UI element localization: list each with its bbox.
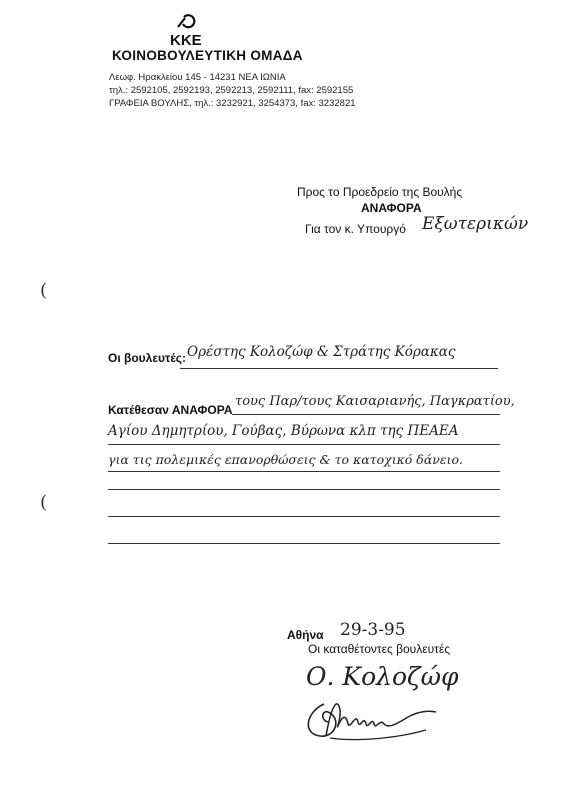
fill-line [232, 414, 500, 415]
organization-name: ΚΟΙΝΟΒΟΥΛΕΥΤΙΚΗ ΟΜΑΔΑ [112, 48, 303, 63]
submitted-line-1: τους Παρ/τους Καισαριανής, Παγκρατίου, [235, 394, 515, 409]
document-title: ΑΝΑΦΟΡΑ [361, 201, 422, 215]
fill-line [108, 444, 500, 445]
addressee-line: Προς το Προεδρείο της Βουλής [297, 185, 463, 199]
phones: τηλ.: 2592105, 2592193, 2592213, 2592111, fax: 2592155 [109, 85, 354, 96]
signature-2 [298, 690, 448, 745]
margin-mark: ( [40, 492, 48, 513]
address: Λεωφ. Ηρακλείου 145 - 14231 ΝΕΑ ΙΩΝΙΑ [109, 72, 286, 83]
fill-line [108, 471, 500, 472]
submitted-line-3: για τις πολεμικές επανορθώσεις & το κατοχικό δάνειο. [108, 452, 463, 467]
signatories-label: Οι καταθέτοντες βουλευτές [308, 642, 451, 656]
submitted-label: Κατέθεσαν ΑΝΑΦΟΡΑ [108, 403, 233, 417]
submitted-line-2: Αγίου Δημητρίου, Γούβας, Βύρωνα κλπ της ΠΕΑΕΑ [108, 423, 459, 439]
fill-line [180, 368, 498, 369]
margin-mark: ( [40, 280, 48, 301]
blank-line [108, 489, 500, 490]
signature-1: Ο. Κολοζώφ [306, 662, 459, 691]
svg-text:KKE: KKE [170, 32, 202, 48]
city: Αθήνα [287, 628, 324, 642]
blank-line [108, 516, 500, 517]
parliament-offices: ΓΡΑΦΕΙΑ ΒΟΥΛΗΣ, τηλ.: 3232921, 3254373, fax: 3232821 [109, 98, 356, 109]
mps-value: Ορέστης Κολοζώφ & Στράτης Κόρακας [187, 344, 456, 360]
minister-label: Για τον κ. Υπουργό [305, 222, 406, 236]
kke-logo [168, 14, 214, 48]
date: 29-3-95 [340, 620, 406, 640]
minister-value: Εξωτερικών [422, 214, 529, 234]
mps-label: Οι βουλευτές: [108, 351, 186, 365]
blank-line [108, 543, 500, 544]
